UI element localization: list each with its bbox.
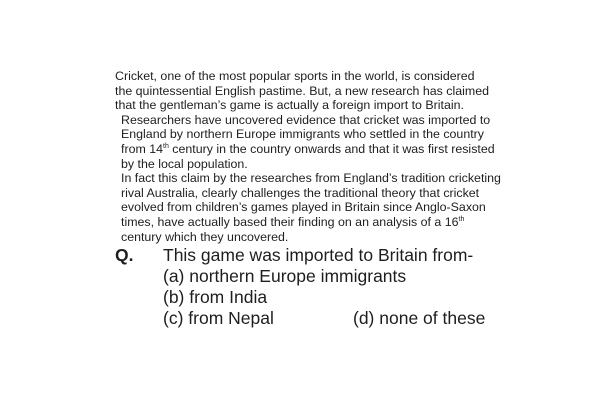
superscript: th <box>163 142 169 150</box>
passage-line: rival Australia, clearly challenges the traditional theory that cricket <box>121 185 480 200</box>
passage-line <box>115 142 493 157</box>
passage-text: century in the country onwards and that it was first resisted <box>168 141 495 156</box>
option-d: (d) none of these <box>353 308 486 328</box>
passage-paragraph-1 <box>115 69 493 113</box>
passage-line: that the gentleman’s game is actually a foreign import to Britain. <box>115 98 464 113</box>
passage-line: evolved from children’s games played in Britain since Anglo-Saxon <box>121 200 486 215</box>
passage-line: England by northern Europe immigrants who settled in the country <box>121 127 484 142</box>
passage <box>115 69 501 244</box>
question-label: Q. <box>115 245 134 265</box>
passage-line: century which they uncovered. <box>121 229 289 244</box>
passage-line: the quintessential English pastime. But, a new research has claimed <box>115 83 489 98</box>
passage-line: Cricket, one of the most popular sports in the world, is considered <box>115 69 475 83</box>
superscript: th <box>458 215 465 223</box>
option-c: (c) from Nepal <box>163 308 274 328</box>
passage-paragraph-3 <box>115 171 501 244</box>
passage-line <box>115 215 493 230</box>
passage-text: times, have actually based their finding on an analysis of a 16 <box>121 214 459 229</box>
passage-text: from 14 <box>121 141 164 156</box>
option-a: (a) northern Europe immigrants <box>163 266 407 286</box>
option-b: (b) from India <box>163 287 268 307</box>
passage-line: In fact this claim by the researches from England’s tradition cricketing <box>121 171 501 186</box>
question-stem: This game was imported to Britain from- <box>163 245 474 265</box>
passage-line: by the local population. <box>121 156 248 171</box>
passage-line: Researchers have uncovered evidence that cricket was imported to <box>121 112 491 127</box>
passage-paragraph-2 <box>115 113 493 171</box>
